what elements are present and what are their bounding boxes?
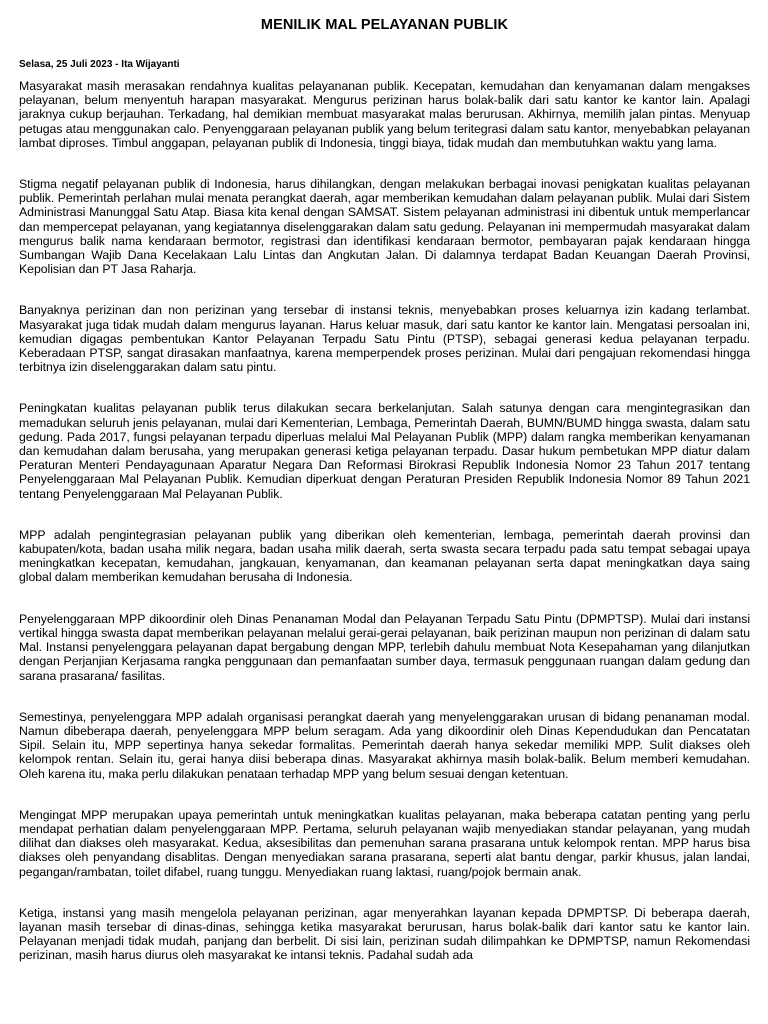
paragraph-7: Semestinya, penyelenggara MPP adalah organisasi perangkat daerah yang menyelenggarakan urusan di bidang penanaman modal. Namun dibeberapa daerah, penyelenggara MPP belum seragam. Ada yang dikoordinir oleh Dinas Kependudukan dan Pencatatan Sipil. Selain itu, MPP sepertinya hanya sekedar formalitas. Pemerintah daerah hanya sekedar memiliki MPP. Sulit diakses oleh kelompok rentan. Selain itu, gerai hanya diisi beberapa dinas. Masyarakat akhirnya masih bolak-balik. Belum memberi kemudahan. Oleh karena itu, maka perlu dilakukan penataan terhadap MPP yang belum sesuai dengan ketentuan. xyxy=(19,709,750,781)
paragraph-6: Penyelenggaraan MPP dikoordinir oleh Dinas Penanaman Modal dan Pelayanan Terpadu Satu Pintu (DPMPTSP). Mulai dari instansi vertikal hingga swasta dapat memberikan pelayanan melalui gerai-gerai pelayanan, baik perizinan maupun non perizinan di dalam satu Mal. Instansi penyelenggara pelayanan dapat bergabung dengan MPP, terlebih dahulu membuat Nota Kesepahaman yang dilanjutkan dengan Perjanjian Kerjasama rangka penggunaan dan pemanfaatan sumber daya, termasuk penggunaan ruangan dalam gedung dan sarana prasarana/ fasilitas. xyxy=(19,611,750,683)
paragraph-2: Stigma negatif pelayanan publik di Indonesia, harus dihilangkan, dengan melakukan berbagai inovasi penigkatan kualitas pelayanan publik. Pemerintah perlahan mulai menata perangkat daerah, agar memberikan kemudahan dalam pelayanan publik. Mulai dari Sistem Administrasi Manunggal Satu Atap. Biasa kita kenal dengan SAMSAT. Sistem pelayanan administrasi ini dibentuk untuk memperlancar dan mempercepat pelayanan, yang kegiatannya diselenggarakan dalam satu gedung. Pelayanan ini mempermudah masyarakat dalam mengurus balik nama kendaraan bermotor, registrasi dan identifikasi kendaraan bermotor, pembayaran pajak kendaraan hingga Sumbangan Wajib Dana Kecelakaan Lalu Lintas dan Angkutan Jalan. Di dalamnya terdapat Badan Keuangan Daerah Provinsi, Kepolisian dan PT Jasa Raharja. xyxy=(19,177,750,277)
paragraph-5: MPP adalah pengintegrasian pelayanan publik yang diberikan oleh kementerian, lembaga, pemerintah daerah provinsi dan kabupaten/kota, badan usaha milik negara, badan usaha milik daerah, serta swasta secara terpadu pada satu tempat sebagai upaya meningkatkan kecepatan, kemudahan, jangkauan, kenyamanan, dan keamanan pelayanan serta dapat meningkatkan daya saing global dalam memberikan kemudahan berusaha di Indonesia. xyxy=(19,527,750,585)
paragraph-1: Masyarakat masih merasakan rendahnya kualitas pelayananan publik. Kecepatan, kemudahan dan kenyamanan dalam mengakses pelayanan, belum menyentuh harapan masyarakat. Mengurus perizinan harus bolak-balik dari satu kantor ke kantor lain. Apalagi jaraknya cukup berjauhan. Terkadang, hal demikian membuat masyarakat malas berurusan. Akhirnya, memilih jalan pintas. Menyuap petugas atau menggunakan calo. Penyenggaraan pelayanan publik yang belum teritegrasi dalam satu kantor, menyebabkan pelayanan lambat diproses. Timbul anggapan, pelayanan publik di Indonesia, tinggi biaya, tidak mudah dan membutuhkan waktu yang lama. xyxy=(19,79,750,150)
paragraph-9: Ketiga, instansi yang masih mengelola pelayanan perizinan, agar menyerahkan layanan kepada DPMPTSP. Di beberapa daerah, layanan masih tersebar di dinas-dinas, sehingga ketika masyarakat berurusan, harus bolak-balik dari kantor satu ke kantor lain. Pelayanan menjadi tidak mudah, panjang dan berbelit. Di sisi lain, perizinan sudah dilimpahkan ke DPMPTSP, namun Rekomendasi perizinan, masih harus diurus oleh masyarakat ke intansi teknis. Padahal sudah ada xyxy=(19,905,750,963)
article-byline: Selasa, 25 Juli 2023 - Ita Wijayanti xyxy=(19,59,180,70)
article-body xyxy=(19,79,750,963)
document-page xyxy=(19,14,750,963)
paragraph-4: Peningkatan kualitas pelayanan publik terus dilakukan secara berkelanjutan. Salah satunya dengan cara mengintegrasikan dan memadukan seluruh jenis pelayanan, mulai dari Kementerian, Lembaga, Pemerintah Daerah, BUMN/BUMD hingga swasta, dalam satu gedung. Pada 2017, fungsi pelayanan terpadu diperluas melalui Mal Pelayanan Publik (MPP) dalam rangka memberikan kenyamanan dan kemudahan dalam berusaha, yang merupakan generasi ketiga pelayanan terpadu. Dasar hukum pembetukan MPP diatur dalam Peraturan Menteri Pendayagunaan Aparatur Negara Dan Reformasi Birokrasi Republik Indonesia Nomor 23 Tahun 2017 tentang Penyelenggaraan Mal Pelayanan Publik. Kemudian diperkuat dengan Peraturan Presiden Republik Indonesia Nomor 89 Tahun 2021 tentang Penyelenggaraan Mal Pelayanan Publik. xyxy=(19,401,750,501)
paragraph-8: Mengingat MPP merupakan upaya pemerintah untuk meningkatkan kualitas pelayanan, maka beberapa catatan penting yang perlu mendapat perhatian dalam penyelenggaraan MPP. Pertama, seluruh pelayanan wajib menyediakan standar pelayanan, yang mudah dilihat dan diakses oleh masyarakat. Kedua, aksesibilitas dan pemenuhan sarana prasarana untuk kelompok rentan. MPP harus bisa diakses oleh penyandang disablitas. Dengan menyediakan sarana prasarana, seperti alat bantu dengar, parkir khusus, jalan landai, pegangan/rambatan, toilet difabel, ruang tunggu. Menyediakan ruang laktasi, ruang/pojok bermain anak. xyxy=(19,807,750,879)
paragraph-3: Banyaknya perizinan dan non perizinan yang tersebar di instansi teknis, menyebabkan proses keluarnya izin kadang terlambat. Masyarakat juga tidak mudah dalam mengurus layanan. Harus keluar masuk, dari satu kantor ke kantor lain. Mengatasi persoalan ini, kemudian digagas pembentukan Kantor Pelayanan Terpadu Satu Pintu (PTSP), sebagai generasi kedua pelayanan terpadu. Keberadaan PTSP, sangat dirasakan manfaatnya, karena memperpendek proses perizinan. Mulai dari pengajuan rekomendasi hingga terbitnya izin diselenggarakan dalam satu pintu. xyxy=(19,303,750,375)
article-title: MENILIK MAL PELAYANAN PUBLIK xyxy=(260,17,509,33)
